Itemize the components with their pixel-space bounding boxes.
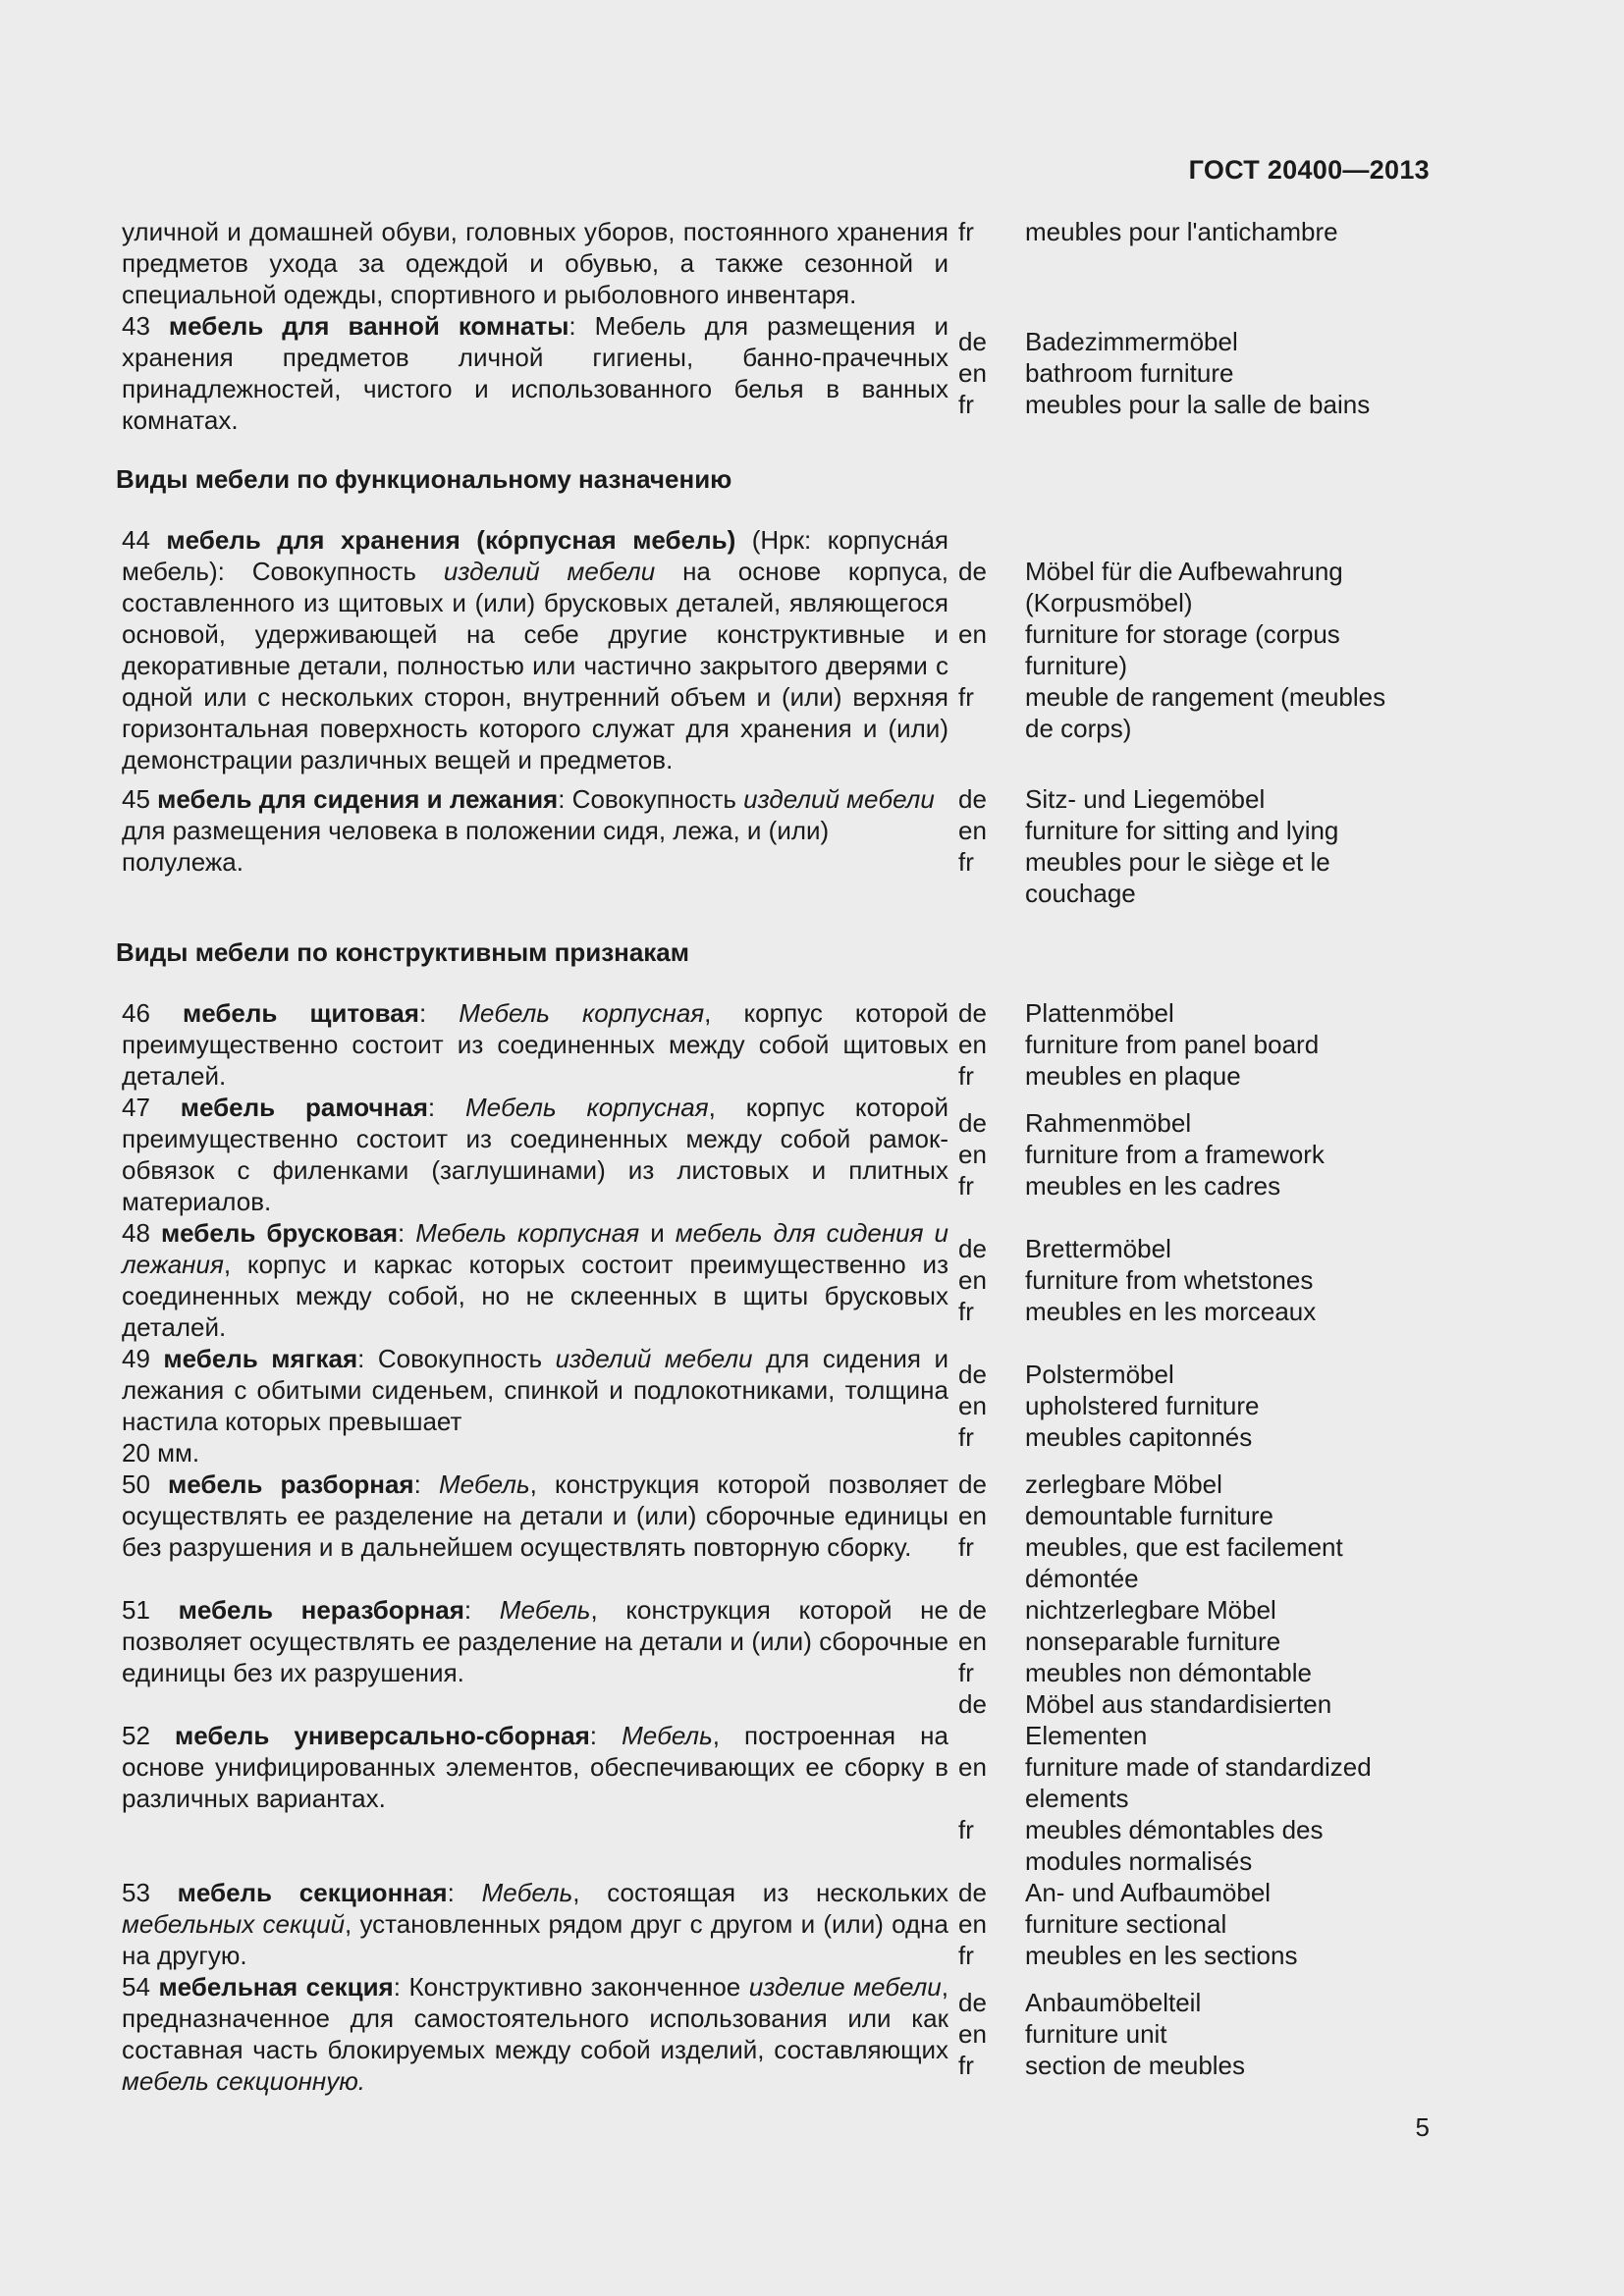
entry-definition: [116, 1343, 948, 1468]
entry-number: 44: [122, 525, 150, 555]
entry-languages: [948, 216, 1025, 310]
entry-text: на основе корпуса, составленного из щитовых и (или) брусковых деталей, являющегося основой, удерживающей на себе другие конструктивные и декоративные детали, полностью или частично закрытого дверями с одной или с нескольких сторон, внутренний объем и (или) верхняя горизонтальная поверхность которого служат для хранения и (или) демонстрации различных вещей и предметов.: [122, 557, 948, 774]
foreign-equivalent: meubles en les sections: [1025, 1941, 1298, 1970]
entry-equivalents: [1025, 1343, 1432, 1468]
entry-term: мебель для ванной комнаты: [168, 311, 569, 341]
language-code: en: [958, 619, 987, 649]
entry-equivalents: [1025, 1217, 1432, 1343]
entry-text: 20 мм.: [122, 1438, 200, 1468]
glossary-entry: [116, 1217, 1432, 1343]
entry-equivalents: [1025, 216, 1432, 310]
glossary-entry: [116, 1343, 1432, 1468]
foreign-equivalent: furniture): [1025, 651, 1128, 680]
foreign-equivalent: Badezimmermöbel: [1025, 327, 1238, 356]
glossary-entry: [116, 1594, 1432, 1688]
language-code: en: [958, 1265, 987, 1295]
language-code: [958, 713, 1025, 744]
entry-number: 46: [122, 998, 150, 1028]
language-code: fr: [958, 682, 974, 712]
language-code: fr: [958, 2051, 974, 2080]
foreign-equivalent: Elementen: [1025, 1721, 1148, 1750]
foreign-equivalent: furniture from a framework: [1025, 1140, 1325, 1169]
foreign-equivalent: meubles pour le siège et le: [1025, 847, 1330, 877]
glossary-entry: [116, 1971, 1432, 2097]
glossary-entry: [116, 1092, 1432, 1217]
language-code: [958, 1563, 1025, 1594]
foreign-equivalent: furniture for storage (corpus: [1025, 619, 1340, 649]
entry-text: , установленных рядом друг с другом и (или) одна на другую.: [122, 1909, 948, 1970]
entry-term-reference: Мебель корпусная: [415, 1218, 640, 1248]
foreign-equivalent: meubles pour l'antichambre: [1025, 217, 1338, 246]
entry-number: 50: [122, 1469, 150, 1499]
entry-number: 51: [122, 1595, 150, 1625]
entry-term-reference: изделий мебели: [555, 1344, 753, 1373]
entry-definition: уличной и домашней обуви, головных уборов, постоянного хранения предметов ухода за одеждой и обувью, а также сезонной и специальной одежды, спортивного и рыболовного инвентаря.: [122, 217, 948, 309]
language-code: en: [958, 1752, 987, 1782]
entry-term-reference: Мебель корпусная: [464, 1093, 709, 1122]
foreign-equivalent: demountable furniture: [1025, 1501, 1273, 1530]
language-code: en: [958, 816, 987, 845]
entry-equivalents: [1025, 1971, 1432, 2097]
language-code: en: [958, 358, 987, 388]
foreign-equivalent: elements: [1025, 1784, 1129, 1813]
entry-equivalents: [1025, 1688, 1432, 1877]
entry-definition: [116, 1971, 948, 2097]
foreign-equivalent: meubles pour la salle de bains: [1025, 390, 1371, 419]
entry-text: для размещения человека в положении сидя, лежа, и (или) полулежа.: [122, 816, 830, 877]
entry-number: 47: [122, 1093, 150, 1122]
language-code: fr: [958, 1941, 974, 1970]
entry-text: : Конструктивно законченное: [393, 1972, 749, 2002]
entry-definition: 48 мебель брусковая: Мебель корпусная и мебель для сидения и лежания, корпус и каркас которых состоит преимущественно из соединенных между собой, но не склеенных в щиты брусковых деталей.: [122, 1218, 948, 1342]
entry-text: , конструкция которой позволяет осуществлять ее разделение на детали и (или) сборочные единицы без разрушения и в дальнейшем осуществлять повторную сборку.: [122, 1469, 948, 1562]
entry-term: мебель для хранения (ко́рпусная мебель): [166, 525, 736, 555]
entry-term: мебель разборная: [168, 1469, 414, 1499]
entry-languages: [948, 1468, 1025, 1594]
glossary-entry: [116, 1688, 1432, 1877]
glossary-entry: [116, 1468, 1432, 1594]
entry-equivalents: [1025, 524, 1432, 775]
entry-text: (Нрк: корпусна́я мебель): Совокупность: [122, 525, 948, 586]
language-code: [958, 1720, 1025, 1751]
foreign-equivalent: Möbel aus standardisierten: [1025, 1689, 1332, 1719]
entry-number: 53: [122, 1878, 150, 1907]
entry-term-reference: мебель для сидения и лежания: [122, 1218, 948, 1279]
entry-term: мебель мягкая: [163, 1344, 358, 1373]
language-code: de: [958, 784, 987, 814]
foreign-equivalent: meubles non démontable: [1025, 1658, 1312, 1687]
entry-text: и: [639, 1218, 676, 1248]
language-code: en: [958, 1391, 987, 1420]
entry-definition: [116, 783, 948, 909]
foreign-equivalent: Brettermöbel: [1025, 1234, 1171, 1263]
language-code: fr: [958, 1297, 974, 1326]
entry-number: 54: [122, 1972, 150, 2002]
glossary-entry: [116, 1877, 1432, 1971]
glossary-entry: [116, 310, 1432, 436]
entry-number: 48: [122, 1218, 150, 1248]
language-code: en: [958, 1140, 987, 1169]
entry-text: , конструкция которой не позволяет осуществлять ее разделение на детали и (или) сборочные единицы без их разрушения.: [122, 1595, 948, 1687]
foreign-equivalent: couchage: [1025, 879, 1136, 908]
foreign-equivalent: nonseparable furniture: [1025, 1627, 1281, 1656]
language-code: en: [958, 1030, 987, 1059]
foreign-equivalent: modules normalisés: [1025, 1846, 1253, 1876]
foreign-equivalent: meubles en les morceaux: [1025, 1297, 1317, 1326]
entry-languages: [948, 1877, 1025, 1971]
entry-text: , состоящая из нескольких: [572, 1878, 948, 1907]
foreign-equivalent: meuble de rangement (meubles: [1025, 682, 1386, 712]
foreign-equivalent: Polstermöbel: [1025, 1360, 1174, 1389]
entry-languages: [948, 1594, 1025, 1688]
language-code: fr: [958, 1171, 974, 1201]
entry-text: : Мебель для размещения и хранения предметов личной гигиены, банно-прачечных принадлежностей, чистого и использованного белья в ванных комнатах.: [122, 311, 948, 435]
language-code: fr: [958, 1532, 974, 1562]
language-code: fr: [958, 847, 974, 877]
entry-term-reference: Мебель: [499, 1595, 591, 1625]
foreign-equivalent: furniture made of standardized: [1025, 1752, 1372, 1782]
section-heading: Виды мебели по функциональному назначению: [116, 464, 732, 494]
page-number: 5: [1415, 2112, 1430, 2142]
language-code: de: [958, 998, 987, 1028]
language-code: de: [958, 1878, 987, 1907]
glossary-entry: [116, 997, 1432, 1092]
language-code: fr: [958, 1815, 974, 1844]
section-heading: Виды мебели по конструктивным признакам: [116, 937, 689, 967]
language-code: [958, 1845, 1025, 1877]
entry-definition: 47 мебель рамочная: Мебель корпусная, корпус которой преимущественно состоит из соединенных между собой рамок-обвязок с филенками (заглушинами) из листовых и плитных материалов.: [122, 1093, 948, 1216]
entry-text: , предназначенное для самостоятельного использования или как составная часть блокируемых между собой изделий, составляющих: [122, 1972, 948, 2064]
language-code: fr: [958, 390, 974, 419]
entry-term-reference: Мебель: [622, 1721, 713, 1750]
glossary-entry: [116, 216, 1432, 310]
language-code: en: [958, 1501, 987, 1530]
language-code: de: [958, 557, 987, 586]
entry-text: , корпус которой преимущественно состоит из соединенных между собой рамок-обвязок с филенками (заглушинами) из листовых и плитных материалов.: [122, 1093, 948, 1216]
language-code: [958, 587, 1025, 618]
entry-term-reference: изделий мебели: [743, 784, 935, 814]
foreign-equivalent: Rahmenmöbel: [1025, 1108, 1192, 1138]
language-code: [958, 878, 1025, 909]
language-code: de: [958, 1689, 987, 1719]
glossary-entry: [116, 524, 1432, 775]
foreign-equivalent: nichtzerlegbare Möbel: [1025, 1595, 1276, 1625]
entry-equivalents: [1025, 1092, 1432, 1217]
foreign-equivalent: meubles capitonnés: [1025, 1422, 1253, 1452]
foreign-equivalent: meubles en plaque: [1025, 1061, 1241, 1091]
entry-number: 45: [122, 784, 150, 814]
language-code: de: [958, 1234, 987, 1263]
glossary-content: [116, 216, 1432, 2097]
entry-languages: [948, 1217, 1025, 1343]
foreign-equivalent: furniture from panel board: [1025, 1030, 1320, 1059]
language-code: fr: [958, 217, 974, 246]
entry-term: мебель универсально-сборная: [174, 1721, 590, 1750]
entry-text: для сидения и лежания с обитыми сиденьем, спинкой и подлокотниками, толщина настила которых превышает: [122, 1344, 948, 1436]
foreign-equivalent: An- und Aufbaumöbel: [1025, 1878, 1272, 1907]
entry-languages: [948, 997, 1025, 1092]
foreign-equivalent: Anbaumöbelteil: [1025, 1988, 1202, 2017]
entry-definition: 51 мебель неразборная: Мебель, конструкция которой не позволяет осуществлять ее разделение на детали и (или) сборочные единицы без их разрушения.: [122, 1595, 948, 1687]
glossary-entry: [116, 783, 1432, 909]
foreign-equivalent: furniture from whetstones: [1025, 1265, 1314, 1295]
entry-term: мебель секционная: [177, 1878, 448, 1907]
entry-term: мебель щитовая: [183, 998, 419, 1028]
entry-term-reference: изделие мебели: [748, 1972, 942, 2002]
entry-definition: 50 мебель разборная: Мебель, конструкция которой позволяет осуществлять ее разделение на детали и (или) сборочные единицы без разрушения и в дальнейшем осуществлять повторную сборку.: [122, 1469, 948, 1562]
entry-equivalents: [1025, 997, 1432, 1092]
language-code: de: [958, 1360, 987, 1389]
foreign-equivalent: démontée: [1025, 1564, 1139, 1593]
foreign-equivalent: furniture unit: [1025, 2019, 1167, 2049]
language-code: [958, 1783, 1025, 1814]
entry-term: мебельная секция: [158, 1972, 394, 2002]
entry-equivalents: [1025, 1594, 1432, 1688]
language-code: de: [958, 1108, 987, 1138]
foreign-equivalent: furniture for sitting and lying: [1025, 816, 1339, 845]
entry-term-reference: Мебель корпусная: [459, 998, 705, 1028]
entry-equivalents: [1025, 310, 1432, 436]
entry-equivalents: [1025, 1877, 1432, 1971]
language-code: fr: [958, 1658, 974, 1687]
entry-languages: [948, 1971, 1025, 2097]
entry-term: мебель для сидения и лежания: [157, 784, 559, 814]
entry-text: : Совокупность: [558, 784, 744, 814]
entry-languages: [948, 1343, 1025, 1468]
entry-definition: 52 мебель универсально-сборная: Мебель, построенная на основе унифицированных элементов, обеспечивающих ее сборку в различных вариантах.: [122, 1721, 948, 1813]
foreign-equivalent: bathroom furniture: [1025, 358, 1234, 388]
foreign-equivalent: meubles démontables des: [1025, 1815, 1324, 1844]
language-code: de: [958, 327, 987, 356]
entry-term-reference: Мебель: [481, 1878, 573, 1907]
foreign-equivalent: meubles en les cadres: [1025, 1171, 1281, 1201]
entry-text: , построенная на основе унифицированных элементов, обеспечивающих ее сборку в различных вариантах.: [122, 1721, 948, 1813]
foreign-equivalent: upholstered furniture: [1025, 1391, 1260, 1420]
language-code: en: [958, 1627, 987, 1656]
language-code: de: [958, 1595, 987, 1625]
foreign-equivalent: Plattenmöbel: [1025, 998, 1174, 1028]
entry-number: 43: [122, 311, 150, 341]
foreign-equivalent: Sitz- und Liegemöbel: [1025, 784, 1266, 814]
language-code: de: [958, 1988, 987, 2017]
foreign-equivalent: meubles, que est facilement: [1025, 1532, 1343, 1562]
entry-number: 49: [122, 1344, 150, 1373]
entry-languages: [948, 783, 1025, 909]
entry-definition: [116, 310, 948, 436]
entry-term: мебель рамочная: [180, 1093, 428, 1122]
entry-languages: [948, 1688, 1025, 1877]
entry-definition: [116, 524, 948, 775]
entry-equivalents: [1025, 1468, 1432, 1594]
entry-term-reference: мебель секционную.: [122, 2066, 365, 2096]
document-code: ГОСТ 20400—2013: [1188, 155, 1430, 185]
entry-term-reference: изделий мебели: [443, 557, 656, 586]
foreign-equivalent: Möbel für die Aufbewahrung: [1025, 557, 1343, 586]
entry-text: : Совокупность: [357, 1344, 556, 1373]
language-code: fr: [958, 1061, 974, 1091]
entry-definition: 46 мебель щитовая: Мебель корпусная, корпус которой преимущественно состоит из соединенных между собой щитовых деталей.: [122, 998, 949, 1091]
language-code: en: [958, 1909, 987, 1939]
entry-term-reference: мебельных секций: [122, 1909, 346, 1939]
foreign-equivalent: furniture sectional: [1025, 1909, 1227, 1939]
entry-term: мебель неразборная: [178, 1595, 464, 1625]
foreign-equivalent: section de meubles: [1025, 2051, 1246, 2080]
foreign-equivalent: zerlegbare Möbel: [1025, 1469, 1222, 1499]
language-code: [958, 650, 1025, 681]
entry-text: , корпус и каркас которых состоит преимущественно из соединенных между собой, но не склеенных в щиты брусковых деталей.: [122, 1250, 948, 1342]
language-code: de: [958, 1469, 987, 1499]
entry-equivalents: [1025, 783, 1432, 909]
entry-languages: [948, 524, 1025, 775]
entry-term: мебель брусковая: [160, 1218, 399, 1248]
entry-term-reference: Мебель: [438, 1469, 530, 1499]
entry-languages: [948, 1092, 1025, 1217]
entry-text: , корпус которой преимущественно состоит из соединенных между собой щитовых деталей.: [122, 998, 949, 1091]
foreign-equivalent: de corps): [1025, 714, 1132, 743]
language-code: en: [958, 2019, 987, 2049]
entry-definition: 53 мебель секционная: Мебель, состоящая из нескольких мебельных секций, установленных рядом друг с другом и (или) одна на другую.: [122, 1878, 948, 1970]
foreign-equivalent: (Korpusmöbel): [1025, 588, 1193, 617]
entry-languages: [948, 310, 1025, 436]
entry-number: 52: [122, 1721, 150, 1750]
language-code: fr: [958, 1422, 974, 1452]
